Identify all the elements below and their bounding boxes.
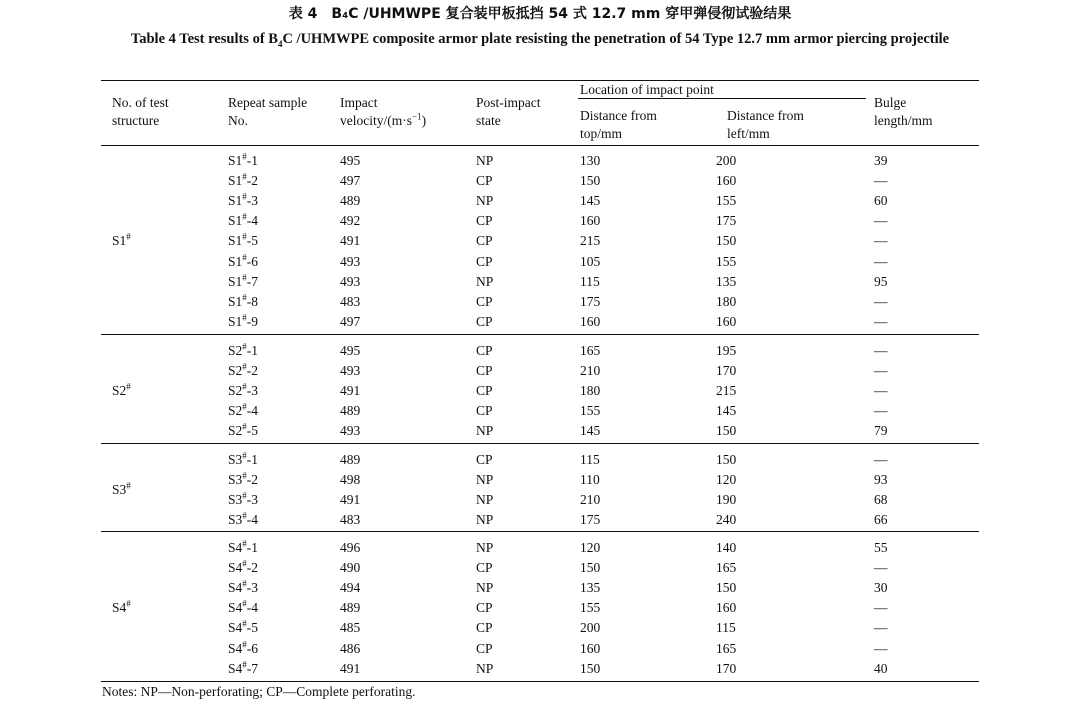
cell-bulge: — <box>874 383 888 399</box>
hash-mark: # <box>126 381 131 392</box>
sample-prefix: S1 <box>228 273 243 289</box>
cell-sample <box>228 559 258 577</box>
header-sample-line1: Repeat sample <box>228 95 308 110</box>
sample-prefix: S1 <box>228 293 243 309</box>
cell-velocity: 495 <box>340 343 361 358</box>
velocity-unit-exponent: −1 <box>411 111 422 122</box>
cell-top: 155 <box>580 600 601 616</box>
cell-left: 180 <box>716 293 737 309</box>
velocity-unit: velocity/(m·s <box>340 113 412 128</box>
cell-velocity: 495 <box>340 153 361 168</box>
title-en-prefix: Table 4 Test results of B <box>130 31 278 47</box>
sample-suffix: -5 <box>246 620 259 636</box>
sample-prefix: S2 <box>228 343 243 358</box>
header-velocity-line1: Impact <box>340 95 378 110</box>
cell-state: NP <box>476 153 494 168</box>
cell-top: 175 <box>580 512 601 528</box>
hash-mark: # <box>126 480 131 491</box>
cell-velocity: 493 <box>340 363 361 379</box>
cell-sample <box>228 382 258 400</box>
hash-mark: # <box>242 341 247 352</box>
cell-velocity: 492 <box>340 213 361 229</box>
cell-sample <box>228 471 258 489</box>
cell-state: CP <box>476 253 493 269</box>
sample-suffix: -1 <box>246 153 259 168</box>
sample-suffix: -7 <box>246 660 259 676</box>
header-sample-line2: No. <box>228 113 248 128</box>
sample-prefix: S4 <box>228 540 243 555</box>
header-bulge <box>874 94 933 130</box>
cell-bulge: — <box>874 560 888 576</box>
hash-mark: # <box>242 191 247 202</box>
structure-text: S3 <box>112 482 127 498</box>
bottom-rule <box>101 681 979 682</box>
cell-bulge: 79 <box>874 423 888 439</box>
cell-left: 160 <box>716 600 737 616</box>
cell-top: 145 <box>580 193 601 209</box>
cell-bulge: — <box>874 313 888 329</box>
hash-mark: # <box>242 171 247 182</box>
hash-mark: # <box>242 151 247 162</box>
cell-state: CP <box>476 363 493 379</box>
sample-prefix: S4 <box>228 560 243 576</box>
structure-text: S2 <box>112 383 127 399</box>
cell-bulge: 40 <box>874 660 888 676</box>
cell-bulge: — <box>874 213 888 229</box>
cell-sample <box>228 192 258 210</box>
top-rule <box>101 80 979 81</box>
cell-velocity: 489 <box>340 193 361 209</box>
cell-velocity: 491 <box>340 492 361 508</box>
sample-prefix: S3 <box>228 512 243 528</box>
cell-sample <box>228 152 258 170</box>
cell-bulge: — <box>874 403 888 419</box>
cell-state: CP <box>476 640 493 656</box>
cell-sample <box>228 511 258 529</box>
cell-sample <box>228 579 258 597</box>
table-title-english <box>100 29 980 50</box>
cell-sample <box>228 451 258 469</box>
table-title-chinese: 表 4 B₄C /UHMWPE 复合装甲板抵挡 54 式 12.7 mm 穿甲弹侵彻试验结果 <box>288 6 792 22</box>
header-left <box>727 107 804 143</box>
cell-state: CP <box>476 343 493 358</box>
hash-mark: # <box>242 421 247 432</box>
hash-mark: # <box>242 401 247 412</box>
sample-suffix: -6 <box>246 640 259 656</box>
cell-left: 140 <box>716 540 737 555</box>
cell-sample <box>228 362 258 380</box>
cell-sample <box>228 212 258 230</box>
cell-state: NP <box>476 193 494 209</box>
hash-mark: # <box>242 292 247 303</box>
cell-velocity: 496 <box>340 540 361 555</box>
sample-suffix: -3 <box>246 383 259 399</box>
cell-state: CP <box>476 560 493 576</box>
cell-velocity: 491 <box>340 383 361 399</box>
cell-left: 175 <box>716 213 737 229</box>
sample-suffix: -7 <box>246 273 259 289</box>
hash-mark: # <box>242 272 247 283</box>
sample-prefix: S1 <box>228 193 243 209</box>
cell-top: 150 <box>580 173 601 189</box>
cell-left: 170 <box>716 363 737 379</box>
cell-velocity: 491 <box>340 233 361 249</box>
sample-suffix: -2 <box>246 560 259 576</box>
cell-bulge: — <box>874 600 888 616</box>
hash-mark: # <box>242 618 247 629</box>
cell-top: 175 <box>580 293 601 309</box>
header-velocity <box>340 94 426 130</box>
header-bulge-line1: Bulge <box>874 95 907 110</box>
cell-top: 160 <box>580 213 601 229</box>
cell-top: 160 <box>580 640 601 656</box>
hash-mark: # <box>242 598 247 609</box>
sample-prefix: S2 <box>228 363 243 379</box>
cell-top: 160 <box>580 313 601 329</box>
sample-prefix: S4 <box>228 580 243 596</box>
cell-bulge: 30 <box>874 580 888 596</box>
cell-velocity: 493 <box>340 253 361 269</box>
cell-left: 150 <box>716 233 737 249</box>
structure-label <box>112 232 131 250</box>
cell-velocity: 489 <box>340 600 361 616</box>
header-state-line2: state <box>476 113 501 128</box>
cell-left: 160 <box>716 313 737 329</box>
hash-mark: # <box>126 231 131 242</box>
hash-mark: # <box>242 538 247 549</box>
cell-sample <box>228 599 258 617</box>
header-structure-line1: No. of test <box>112 95 169 110</box>
cell-left: 145 <box>716 403 737 419</box>
cell-velocity: 497 <box>340 313 361 329</box>
hash-mark: # <box>242 312 247 323</box>
sample-prefix: S1 <box>228 153 243 168</box>
sample-prefix: S3 <box>228 492 243 508</box>
cell-velocity: 489 <box>340 403 361 419</box>
cell-left: 190 <box>716 492 737 508</box>
sample-suffix: -3 <box>246 492 259 508</box>
hash-mark: # <box>242 381 247 392</box>
cell-top: 120 <box>580 540 601 555</box>
cell-velocity: 489 <box>340 452 361 467</box>
cell-velocity: 493 <box>340 423 361 439</box>
cell-sample <box>228 293 258 311</box>
cell-state: CP <box>476 600 493 616</box>
sample-prefix: S1 <box>228 173 243 189</box>
cell-left: 165 <box>716 640 737 656</box>
sample-suffix: -4 <box>246 403 259 419</box>
sample-suffix: -2 <box>246 173 259 189</box>
structure-label <box>112 599 131 617</box>
cell-velocity: 497 <box>340 173 361 189</box>
cell-left: 165 <box>716 560 737 576</box>
cell-left: 215 <box>716 383 737 399</box>
cell-left: 150 <box>716 452 737 467</box>
group-divider <box>101 334 979 335</box>
cell-state: CP <box>476 313 493 329</box>
cell-sample <box>228 539 258 557</box>
structure-text: S1 <box>112 233 127 249</box>
cell-bulge: — <box>874 640 888 656</box>
cell-velocity: 483 <box>340 512 361 528</box>
cell-top: 115 <box>580 452 600 467</box>
cell-sample <box>228 273 258 291</box>
group-divider <box>101 443 979 444</box>
cell-left: 115 <box>716 620 736 636</box>
cell-state: NP <box>476 540 494 555</box>
cell-state: CP <box>476 383 493 399</box>
sample-prefix: S3 <box>228 452 243 467</box>
sample-suffix: -4 <box>246 213 259 229</box>
cell-bulge: — <box>874 343 888 358</box>
sample-suffix: -3 <box>246 193 259 209</box>
hash-mark: # <box>242 659 247 670</box>
cell-sample <box>228 253 258 271</box>
header-velocity-line2 <box>340 112 426 130</box>
cell-bulge: 68 <box>874 492 888 508</box>
structure-text: S4 <box>112 600 127 616</box>
sample-prefix: S2 <box>228 383 243 399</box>
cell-left: 200 <box>716 153 737 168</box>
cell-bulge: 60 <box>874 193 888 209</box>
hash-mark: # <box>242 510 247 521</box>
title-en-suffix: C /UHMWPE composite armor plate resisting the penetration of 54 Type 12.7 mm armor piercing projectile <box>282 31 950 47</box>
cell-bulge: — <box>874 253 888 269</box>
cell-top: 105 <box>580 253 601 269</box>
header-top <box>580 107 657 143</box>
cell-velocity: 483 <box>340 293 361 309</box>
cell-top: 110 <box>580 472 600 488</box>
hash-mark: # <box>242 578 247 589</box>
cell-top: 115 <box>580 273 600 289</box>
cell-left: 150 <box>716 423 737 439</box>
sample-prefix: S2 <box>228 423 243 439</box>
cell-sample <box>228 402 258 420</box>
sample-suffix: -3 <box>246 580 259 596</box>
cell-bulge: — <box>874 452 888 467</box>
cell-velocity: 485 <box>340 620 361 636</box>
cell-state: NP <box>476 423 494 439</box>
sample-suffix: -1 <box>246 452 259 467</box>
cell-state: NP <box>476 492 494 508</box>
velocity-unit-close: ) <box>421 113 427 128</box>
cell-velocity: 491 <box>340 660 361 676</box>
hash-mark: # <box>242 558 247 569</box>
cell-left: 155 <box>716 193 737 209</box>
cell-bulge: — <box>874 233 888 249</box>
cell-sample <box>228 491 258 509</box>
cell-velocity: 498 <box>340 472 361 488</box>
cell-bulge: — <box>874 620 888 636</box>
sample-prefix: S1 <box>228 213 243 229</box>
cell-top: 215 <box>580 233 601 249</box>
cell-top: 165 <box>580 343 601 358</box>
cell-left: 160 <box>716 173 737 189</box>
sample-suffix: -8 <box>246 293 259 309</box>
title-en-subscript: 4 <box>277 38 283 49</box>
table-notes: Notes: NP—Non-perforating; CP—Complete perforating. <box>102 684 416 699</box>
cell-state: CP <box>476 620 493 636</box>
cell-state: CP <box>476 293 493 309</box>
sample-prefix: S4 <box>228 620 243 636</box>
cell-bulge: 39 <box>874 153 888 168</box>
sample-prefix: S4 <box>228 660 243 676</box>
cell-top: 145 <box>580 423 601 439</box>
header-left-line2: left/mm <box>727 126 770 141</box>
cell-left: 135 <box>716 273 737 289</box>
sample-suffix: -6 <box>246 253 259 269</box>
cell-left: 240 <box>716 512 737 528</box>
cell-top: 130 <box>580 153 601 168</box>
header-bulge-line2: length/mm <box>874 113 933 128</box>
cell-sample <box>228 619 258 637</box>
structure-label <box>112 382 131 400</box>
cell-top: 180 <box>580 383 601 399</box>
cell-top: 210 <box>580 363 601 379</box>
cell-velocity: 494 <box>340 580 361 596</box>
cell-state: CP <box>476 403 493 419</box>
header-rule <box>101 145 979 146</box>
sample-suffix: -2 <box>246 472 259 488</box>
header-top-line1: Distance from <box>580 108 657 123</box>
sample-prefix: S3 <box>228 472 243 488</box>
cell-state: CP <box>476 213 493 229</box>
cell-top: 210 <box>580 492 601 508</box>
hash-mark: # <box>242 639 247 649</box>
cell-left: 170 <box>716 660 737 676</box>
cell-velocity: 493 <box>340 273 361 289</box>
cell-state: NP <box>476 580 494 596</box>
cell-sample <box>228 342 258 360</box>
cell-left: 150 <box>716 580 737 596</box>
hash-mark: # <box>242 470 247 481</box>
header-state-line1: Post-impact <box>476 95 541 110</box>
cell-bulge: — <box>874 293 888 309</box>
structure-label <box>112 481 131 499</box>
header-structure-line2: structure <box>112 113 160 128</box>
header-structure <box>112 94 169 130</box>
hash-mark: # <box>126 598 131 609</box>
cell-sample <box>228 172 258 190</box>
sample-suffix: -4 <box>246 600 259 616</box>
sample-suffix: -4 <box>246 512 259 528</box>
cell-top: 200 <box>580 620 601 636</box>
cell-left: 155 <box>716 253 737 269</box>
hash-mark: # <box>242 252 247 262</box>
cell-bulge: 93 <box>874 472 888 488</box>
cell-sample <box>228 422 258 440</box>
header-location: Location of impact point <box>580 82 714 97</box>
sample-prefix: S1 <box>228 233 243 249</box>
cell-bulge: — <box>874 363 888 379</box>
header-state <box>476 94 541 130</box>
sample-suffix: -2 <box>246 363 259 379</box>
sample-suffix: -9 <box>246 313 259 329</box>
sample-suffix: -1 <box>246 343 259 358</box>
cell-state: NP <box>476 273 494 289</box>
cell-state: CP <box>476 233 493 249</box>
cell-left: 195 <box>716 343 737 358</box>
cell-state: NP <box>476 512 494 528</box>
cell-left: 120 <box>716 472 737 488</box>
hash-mark: # <box>242 231 247 242</box>
sample-prefix: S1 <box>228 253 243 269</box>
sample-prefix: S2 <box>228 403 243 419</box>
cell-top: 155 <box>580 403 601 419</box>
cell-sample <box>228 640 258 658</box>
cell-bulge: 95 <box>874 273 888 289</box>
sample-prefix: S4 <box>228 600 243 616</box>
sample-prefix: S1 <box>228 313 243 329</box>
cell-sample <box>228 313 258 331</box>
sample-suffix: -1 <box>246 540 259 555</box>
cell-sample <box>228 232 258 250</box>
cell-velocity: 490 <box>340 560 361 576</box>
sample-suffix: -5 <box>246 423 259 439</box>
hash-mark: # <box>242 361 247 372</box>
cell-top: 135 <box>580 580 601 596</box>
cell-state: NP <box>476 660 494 676</box>
hash-mark: # <box>242 211 247 222</box>
cell-bulge: 66 <box>874 512 888 528</box>
group-divider <box>101 531 979 532</box>
cell-velocity: 486 <box>340 640 361 656</box>
header-left-line1: Distance from <box>727 108 804 123</box>
cell-top: 150 <box>580 660 601 676</box>
cell-sample <box>228 660 258 678</box>
sample-prefix: S4 <box>228 640 243 656</box>
cell-state: CP <box>476 452 493 467</box>
sample-suffix: -5 <box>246 233 259 249</box>
hash-mark: # <box>242 490 247 501</box>
header-top-line2: top/mm <box>580 126 623 141</box>
cell-bulge: — <box>874 173 888 189</box>
hash-mark: # <box>242 450 247 461</box>
cell-state: NP <box>476 472 494 488</box>
cell-bulge: 55 <box>874 540 888 555</box>
header-sample <box>228 94 307 130</box>
cell-state: CP <box>476 173 493 189</box>
cell-top: 150 <box>580 560 601 576</box>
